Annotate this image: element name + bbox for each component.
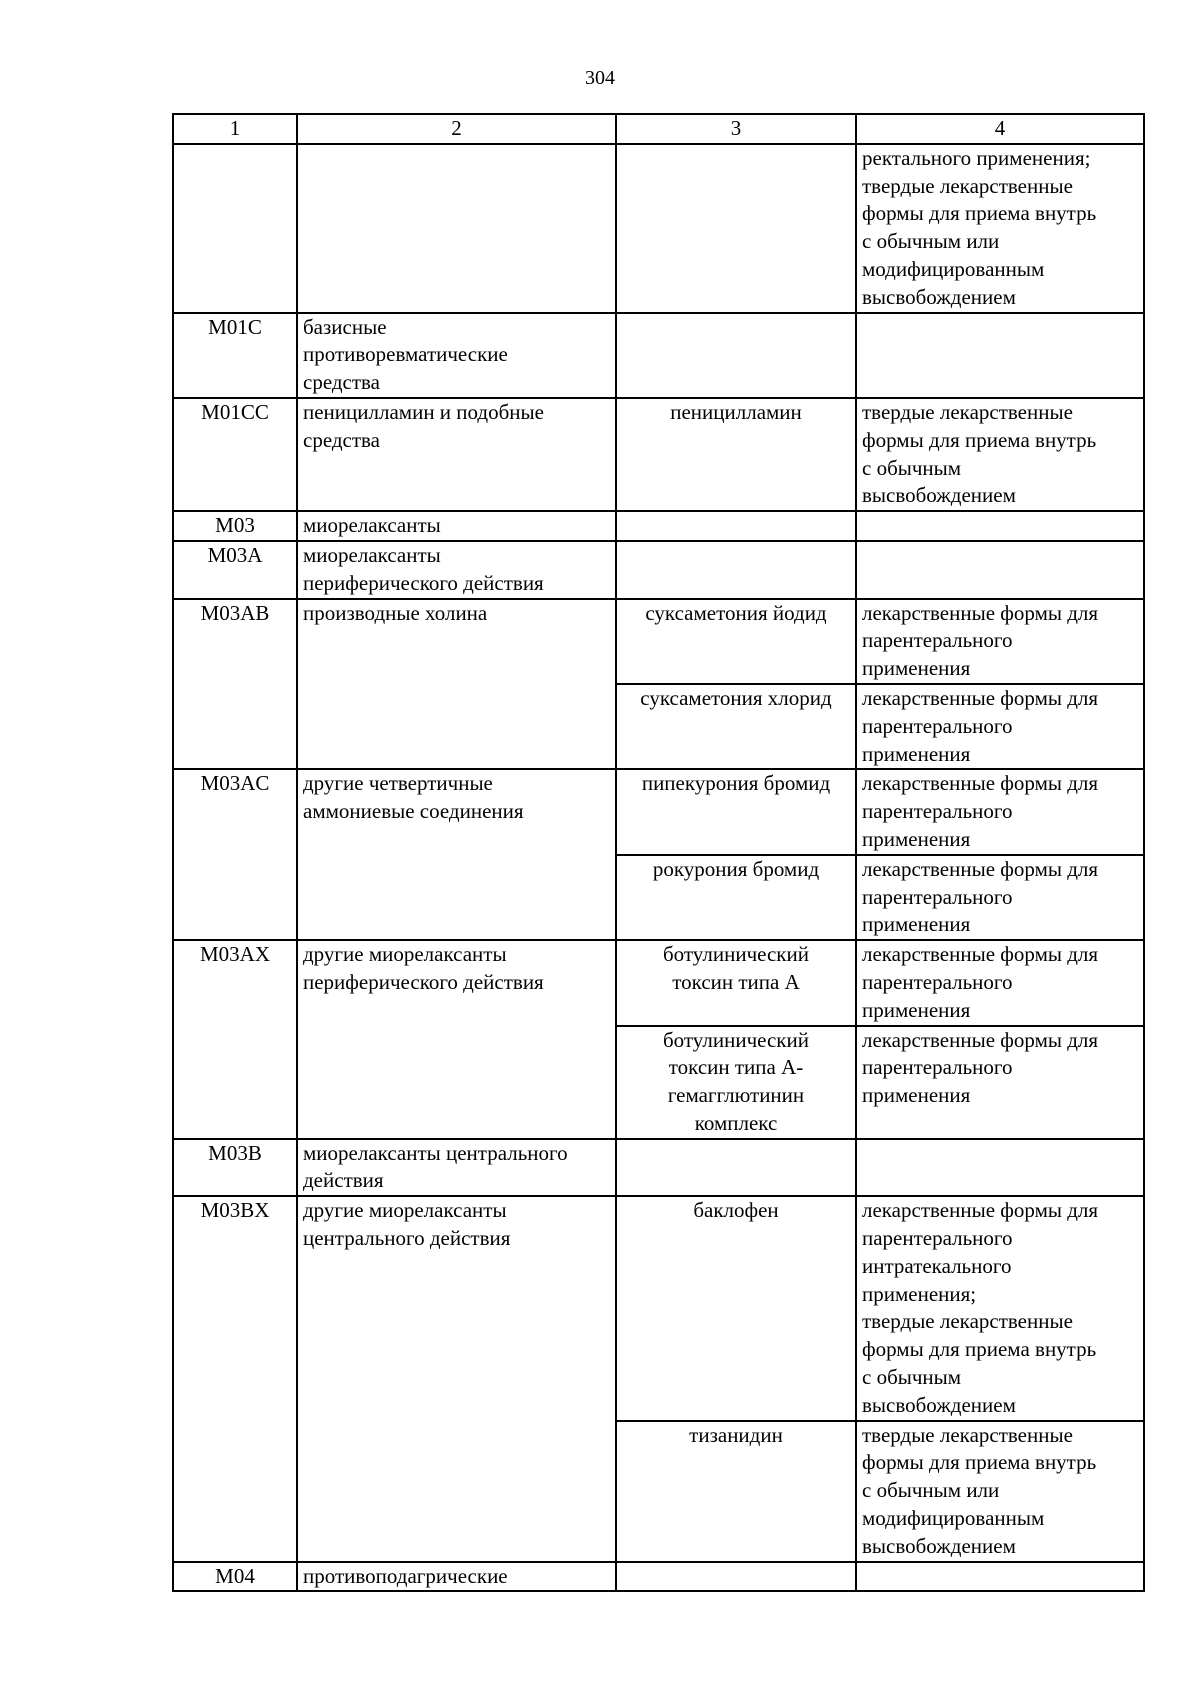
- dosage-form-cell: [856, 313, 1144, 398]
- drug-name-cell: тизанидин: [616, 1421, 856, 1562]
- group-name-cell: другие миорелаксанты центрального действия: [297, 1196, 616, 1561]
- dosage-form-cell: твердые лекарственные формы для приема внутрь с обычным или модифицированным высвобождением: [856, 1421, 1144, 1562]
- dosage-form-cell: лекарственные формы для парентерального применения: [856, 855, 1144, 940]
- dosage-form-cell: лекарственные формы для парентерального применения: [856, 684, 1144, 769]
- atc-code-cell: M03AX: [173, 940, 297, 1139]
- drug-name-cell: суксаметония хлорид: [616, 684, 856, 769]
- dosage-form-cell: [856, 541, 1144, 599]
- table-row: [173, 511, 1144, 541]
- column-header: 3: [616, 114, 856, 144]
- drug-name-cell: [616, 541, 856, 599]
- group-name-cell: [297, 144, 616, 313]
- dosage-form-cell: [856, 511, 1144, 541]
- atc-code-cell: M03AC: [173, 769, 297, 940]
- dosage-form-cell: лекарственные формы для парентерального применения: [856, 769, 1144, 854]
- group-name-cell: миорелаксанты периферического действия: [297, 541, 616, 599]
- atc-code-cell: M03B: [173, 1139, 297, 1197]
- table-header-row: [173, 114, 1144, 144]
- table-row: [173, 1139, 1144, 1197]
- page-number: 304: [585, 67, 615, 89]
- group-name-cell: производные холина: [297, 599, 616, 770]
- atc-code-cell: M03AB: [173, 599, 297, 770]
- atc-code-cell: M04: [173, 1562, 297, 1592]
- drug-name-cell: [616, 1139, 856, 1197]
- atc-code-cell: M03BX: [173, 1196, 297, 1561]
- drug-classification-table: [172, 113, 1145, 1592]
- column-header: 1: [173, 114, 297, 144]
- dosage-form-cell: лекарственные формы для парентерального применения: [856, 940, 1144, 1025]
- table-row: [173, 1196, 1144, 1420]
- atc-code-cell: M01C: [173, 313, 297, 398]
- drug-name-cell: [616, 144, 856, 313]
- group-name-cell: миорелаксанты центрального действия: [297, 1139, 616, 1197]
- group-name-cell: миорелаксанты: [297, 511, 616, 541]
- table-row: [173, 541, 1144, 599]
- table-row: [173, 940, 1144, 1025]
- column-header: 2: [297, 114, 616, 144]
- drug-name-cell: [616, 511, 856, 541]
- group-name-cell: базисные противоревматические средства: [297, 313, 616, 398]
- group-name-cell: другие миорелаксанты периферического действия: [297, 940, 616, 1139]
- drug-name-cell: пеницилламин: [616, 398, 856, 511]
- table-row: [173, 769, 1144, 854]
- table-row: [173, 599, 1144, 684]
- atc-code-cell: M01CC: [173, 398, 297, 511]
- dosage-form-cell: лекарственные формы для парентерального интратекального применения; твердые лекарственные формы для приема внутрь с обычным высвобождением: [856, 1196, 1144, 1420]
- atc-code-cell: M03A: [173, 541, 297, 599]
- drug-name-cell: баклофен: [616, 1196, 856, 1420]
- group-name-cell: другие четвертичные аммониевые соединения: [297, 769, 616, 940]
- dosage-form-cell: [856, 1562, 1144, 1592]
- atc-code-cell: M03: [173, 511, 297, 541]
- atc-code-cell: [173, 144, 297, 313]
- dosage-form-cell: лекарственные формы для парентерального применения: [856, 1026, 1144, 1139]
- drug-name-cell: [616, 313, 856, 398]
- drug-name-cell: рокурония бромид: [616, 855, 856, 940]
- dosage-form-cell: ректального применения; твердые лекарственные формы для приема внутрь с обычным или модифицированным высвобождением: [856, 144, 1144, 313]
- dosage-form-cell: лекарственные формы для парентерального применения: [856, 599, 1144, 684]
- group-name-cell: пеницилламин и подобные средства: [297, 398, 616, 511]
- drug-name-cell: [616, 1562, 856, 1592]
- column-header: 4: [856, 114, 1144, 144]
- drug-name-cell: пипекурония бромид: [616, 769, 856, 854]
- table-row: [173, 313, 1144, 398]
- table-row: [173, 144, 1144, 313]
- group-name-cell: противоподагрические: [297, 1562, 616, 1592]
- drug-name-cell: ботулинический токсин типа А: [616, 940, 856, 1025]
- dosage-form-cell: твердые лекарственные формы для приема внутрь с обычным высвобождением: [856, 398, 1144, 511]
- drug-name-cell: ботулинический токсин типа А- гемагглютинин комплекс: [616, 1026, 856, 1139]
- table-row: [173, 1562, 1144, 1592]
- drug-name-cell: суксаметония йодид: [616, 599, 856, 684]
- dosage-form-cell: [856, 1139, 1144, 1197]
- table-row: [173, 398, 1144, 511]
